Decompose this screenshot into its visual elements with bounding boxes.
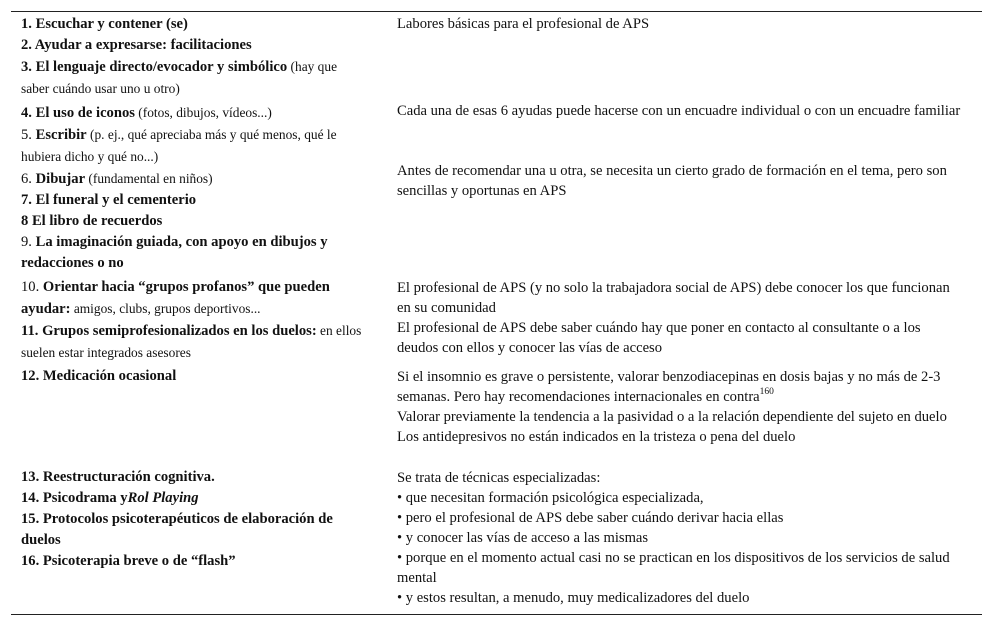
item-3-desc: (hay que saber cuándo usar uno u otro) xyxy=(21,59,338,96)
item-15: 15. Protocolos psicoterapéuticos de elaboración de duelos xyxy=(21,511,333,548)
row4-note-1 xyxy=(397,367,962,407)
citation-160: 160 xyxy=(759,387,774,398)
item-1: 1. Escuchar y contener (se) xyxy=(21,16,188,32)
list-item: • pero el profesional de APS debe saber cuándo derivar hacia ellas xyxy=(397,510,784,526)
item-11-desc: en ellos suelen estar integrados asesores xyxy=(21,323,362,360)
item-3 xyxy=(21,56,366,100)
item-4-title: 4. El uso de iconos xyxy=(21,105,135,121)
row4-note-1-text: Si el insomnio es grave o persistente, valorar benzodiacepinas en dosis bajas y no más de 2-3 semanas. Pero hay recomendaciones internacionales en contra xyxy=(397,369,941,405)
row3-right xyxy=(397,278,962,358)
item-6 xyxy=(21,168,366,190)
item-11 xyxy=(21,320,366,364)
item-2: 2. Ayudar a expresarse: facilitaciones xyxy=(21,37,252,53)
list-item: • y estos resultan, a menudo, muy medicalizadores del duelo xyxy=(397,590,750,606)
interventions-table xyxy=(11,11,982,615)
item-14-italic: Rol Playing xyxy=(127,490,199,506)
row1-right xyxy=(397,14,962,34)
row2-right xyxy=(397,101,962,121)
item-5-title: Escribir xyxy=(35,127,87,143)
item-10-title: Orientar hacia “grupos profanos” que pueden ayudar: xyxy=(21,279,330,317)
row4-note-2: Valorar previamente la tendencia a la pasividad o a la relación dependiente del sujeto en duelo xyxy=(397,409,947,425)
row5-left xyxy=(21,467,366,572)
item-11-title: 11. Grupos semiprofesionalizados en los duelos: xyxy=(21,323,317,339)
item-5-desc: (p. ej., qué apreciaba más y qué menos, qué le hubiera dicho y qué no...) xyxy=(21,127,337,164)
item-12: 12. Medicación ocasional xyxy=(21,368,177,384)
item-14-title: 14. Psicodrama y xyxy=(21,490,128,506)
item-6-title: Dibujar xyxy=(35,171,86,187)
item-16: 16. Psicoterapia breve o de “flash” xyxy=(21,553,236,569)
row2-note-2: Antes de recomendar una u otra, se necesita un cierto grado de formación en el tema, pero son sencillas y oportunas en APS xyxy=(397,163,947,199)
row2-right-b xyxy=(397,161,962,201)
list-item: • que necesitan formación psicológica especializada, xyxy=(397,490,704,506)
row4-note-3: Los antidepresivos no están indicados en la tristeza o pena del duelo xyxy=(397,429,796,445)
item-9-num: 9. xyxy=(21,234,36,250)
row3-left xyxy=(21,277,366,364)
item-4 xyxy=(21,102,366,124)
row4-right xyxy=(397,367,962,447)
item-14 xyxy=(21,488,366,509)
item-4-desc: (fotos, dibujos, vídeos...) xyxy=(134,105,272,120)
item-9-title: La imaginación guiada, con apoyo en dibujos y redacciones o no xyxy=(21,234,328,271)
item-6-num: 6. xyxy=(21,171,36,187)
row3-note-1: El profesional de APS (y no solo la trabajadora social de APS) debe conocer los que funcionan en su comunidad xyxy=(397,280,950,316)
item-10-num: 10. xyxy=(21,279,43,295)
row1-note: Labores básicas para el profesional de APS xyxy=(397,16,650,32)
item-10-desc: amigos, clubs, grupos deportivos... xyxy=(70,301,261,316)
item-10 xyxy=(21,277,366,320)
list-item: • porque en el momento actual casi no se practican en los dispositivos de los servicios de salud mental xyxy=(397,550,950,586)
row1-left xyxy=(21,14,366,100)
item-7: 7. El funeral y el cementerio xyxy=(21,192,197,208)
row2-left xyxy=(21,102,366,274)
item-8: 8 El libro de recuerdos xyxy=(21,213,163,229)
item-5 xyxy=(21,124,366,168)
list-item: • y conocer las vías de acceso a las mismas xyxy=(397,530,649,546)
row5-right xyxy=(397,468,962,608)
item-5-num: 5. xyxy=(21,127,36,143)
item-6-desc: (fundamental en niños) xyxy=(85,171,213,186)
row3-note-2: El profesional de APS debe saber cuándo hay que poner en contacto al consultante o a los deudos con ellos y conocer las vías de acceso xyxy=(397,320,921,356)
item-9 xyxy=(21,232,366,274)
item-13: 13. Reestructuración cognitiva. xyxy=(21,469,215,485)
row2-note-1: Cada una de esas 6 ayudas puede hacerse con un encuadre individual o con un encuadre familiar xyxy=(397,103,961,119)
row4-left xyxy=(21,366,366,387)
row5-intro: Se trata de técnicas especializadas: xyxy=(397,470,601,486)
item-3-title: 3. El lenguaje directo/evocador y simbólico xyxy=(21,59,288,75)
